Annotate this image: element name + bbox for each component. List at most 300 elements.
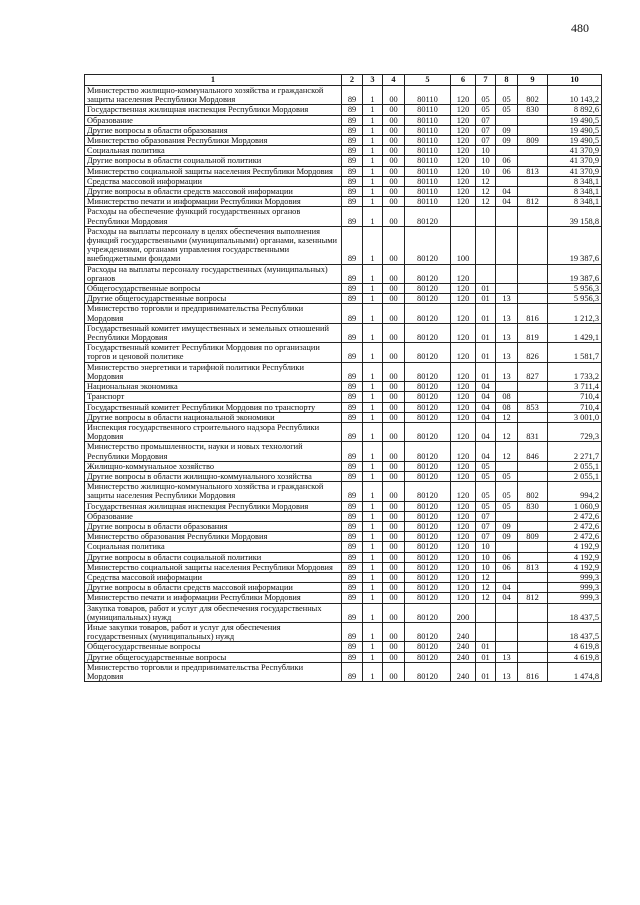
row-code-cell: 00 (383, 136, 405, 146)
row-code-cell: 1 (363, 622, 383, 641)
row-code-cell: 80120 (405, 382, 451, 392)
row-code-cell: 1 (363, 294, 383, 304)
row-code-cell: 00 (383, 226, 405, 264)
row-code-cell: 13 (496, 304, 518, 323)
row-code-cell: 12 (496, 412, 518, 422)
row-code-cell: 00 (383, 304, 405, 323)
row-amount-cell: 19 490,5 (548, 125, 602, 135)
row-code-cell: 01 (476, 343, 496, 362)
row-code-cell: 89 (342, 176, 363, 186)
row-amount-cell: 994,2 (548, 482, 602, 501)
header-cell: 4 (383, 75, 405, 86)
header-cell: 10 (548, 75, 602, 86)
row-code-cell: 120 (451, 294, 476, 304)
row-code-cell: 89 (342, 532, 363, 542)
row-code-cell: 00 (383, 593, 405, 603)
row-code-cell: 89 (342, 583, 363, 593)
row-description-cell: Министерство образования Республики Мордовия (85, 136, 342, 146)
row-code-cell (518, 264, 548, 283)
table-row (85, 187, 602, 197)
row-amount-cell: 4 619,8 (548, 642, 602, 652)
row-amount-cell: 999,3 (548, 583, 602, 593)
row-code-cell: 80120 (405, 343, 451, 362)
row-code-cell: 120 (451, 572, 476, 582)
row-code-cell: 07 (476, 115, 496, 125)
row-code-cell: 89 (342, 412, 363, 422)
row-code-cell: 120 (451, 146, 476, 156)
table-row (85, 343, 602, 362)
row-code-cell: 1 (363, 197, 383, 207)
row-code-cell: 00 (383, 442, 405, 461)
row-code-cell: 04 (496, 187, 518, 197)
row-amount-cell: 729,3 (548, 422, 602, 441)
row-code-cell: 120 (451, 482, 476, 501)
table-row (85, 642, 602, 652)
row-code-cell: 1 (363, 583, 383, 593)
row-code-cell: 240 (451, 622, 476, 641)
row-code-cell: 05 (476, 482, 496, 501)
table-row (85, 501, 602, 511)
row-code-cell (518, 125, 548, 135)
row-code-cell: 80120 (405, 603, 451, 622)
row-code-cell: 89 (342, 471, 363, 481)
row-code-cell: 89 (342, 562, 363, 572)
row-code-cell: 1 (363, 521, 383, 531)
row-code-cell: 89 (342, 125, 363, 135)
row-amount-cell: 1 474,8 (548, 662, 602, 681)
row-code-cell: 04 (496, 197, 518, 207)
row-description-cell: Общегосударственные вопросы (85, 284, 342, 294)
row-amount-cell: 19 490,5 (548, 136, 602, 146)
row-code-cell: 05 (496, 482, 518, 501)
row-code-cell: 89 (342, 482, 363, 501)
row-code-cell: 89 (342, 187, 363, 197)
row-code-cell (496, 622, 518, 641)
row-code-cell: 89 (342, 264, 363, 283)
row-code-cell (518, 552, 548, 562)
row-code-cell (476, 207, 496, 226)
row-amount-cell: 1 581,7 (548, 343, 602, 362)
row-code-cell: 07 (476, 125, 496, 135)
page-number: 480 (571, 21, 589, 35)
row-code-cell: 12 (476, 572, 496, 582)
row-code-cell: 08 (496, 392, 518, 402)
row-code-cell: 89 (342, 572, 363, 582)
table-row (85, 442, 602, 461)
row-code-cell (518, 187, 548, 197)
row-code-cell (476, 264, 496, 283)
row-code-cell: 13 (496, 662, 518, 681)
row-code-cell: 00 (383, 662, 405, 681)
row-code-cell (518, 146, 548, 156)
row-code-cell (518, 642, 548, 652)
row-description-cell: Другие вопросы в области социальной политики (85, 552, 342, 562)
row-code-cell: 1 (363, 115, 383, 125)
row-description-cell: Другие общегосударственные вопросы (85, 652, 342, 662)
row-code-cell: 1 (363, 105, 383, 115)
row-code-cell (518, 156, 548, 166)
row-code-cell: 80110 (405, 86, 451, 105)
table-row (85, 156, 602, 166)
row-code-cell (518, 471, 548, 481)
row-code-cell: 80120 (405, 471, 451, 481)
table-header-row (85, 75, 602, 86)
row-code-cell: 813 (518, 166, 548, 176)
row-code-cell (518, 511, 548, 521)
row-code-cell: 1 (363, 284, 383, 294)
row-code-cell: 12 (476, 197, 496, 207)
row-code-cell: 08 (496, 402, 518, 412)
row-code-cell (496, 284, 518, 294)
row-amount-cell: 8 348,1 (548, 187, 602, 197)
row-code-cell: 10 (476, 542, 496, 552)
row-code-cell: 80110 (405, 105, 451, 115)
row-amount-cell: 10 143,2 (548, 86, 602, 105)
row-code-cell: 04 (476, 442, 496, 461)
row-code-cell: 89 (342, 115, 363, 125)
row-code-cell: 12 (496, 442, 518, 461)
row-code-cell: 80120 (405, 662, 451, 681)
row-description-cell: Государственная жилищная инспекция Республики Мордовия (85, 105, 342, 115)
row-code-cell: 80120 (405, 652, 451, 662)
row-code-cell: 809 (518, 136, 548, 146)
row-code-cell: 00 (383, 176, 405, 186)
row-code-cell: 00 (383, 125, 405, 135)
row-amount-cell: 2 472,6 (548, 511, 602, 521)
row-description-cell: Другие вопросы в области образования (85, 125, 342, 135)
row-code-cell: 05 (476, 461, 496, 471)
row-code-cell: 10 (476, 156, 496, 166)
row-code-cell: 120 (451, 402, 476, 412)
row-code-cell: 00 (383, 187, 405, 197)
table-row (85, 622, 602, 641)
row-code-cell: 120 (451, 125, 476, 135)
row-code-cell: 04 (476, 402, 496, 412)
row-code-cell: 80120 (405, 511, 451, 521)
row-code-cell: 120 (451, 511, 476, 521)
row-code-cell: 120 (451, 583, 476, 593)
row-description-cell: Министерство социальной защиты населения Республики Мордовия (85, 562, 342, 572)
row-code-cell: 04 (476, 412, 496, 422)
row-code-cell: 120 (451, 442, 476, 461)
table-row (85, 511, 602, 521)
row-code-cell: 80120 (405, 583, 451, 593)
row-code-cell: 13 (496, 362, 518, 381)
row-code-cell: 1 (363, 166, 383, 176)
row-code-cell (496, 603, 518, 622)
row-code-cell: 89 (342, 392, 363, 402)
row-code-cell (518, 461, 548, 471)
row-amount-cell: 710,4 (548, 402, 602, 412)
row-code-cell: 89 (342, 461, 363, 471)
row-code-cell: 01 (476, 652, 496, 662)
row-code-cell: 1 (363, 471, 383, 481)
row-code-cell: 12 (476, 187, 496, 197)
row-amount-cell: 5 956,3 (548, 284, 602, 294)
row-code-cell: 80110 (405, 156, 451, 166)
row-code-cell: 120 (451, 105, 476, 115)
row-code-cell: 120 (451, 187, 476, 197)
row-code-cell (518, 176, 548, 186)
row-code-cell: 89 (342, 156, 363, 166)
row-code-cell: 89 (342, 294, 363, 304)
row-code-cell: 00 (383, 146, 405, 156)
row-code-cell: 89 (342, 105, 363, 115)
row-description-cell: Иные закупки товаров, работ и услуг для обеспечения государственных (муниципальных) нужд (85, 622, 342, 641)
row-code-cell: 80110 (405, 187, 451, 197)
row-code-cell: 120 (451, 343, 476, 362)
table-row (85, 136, 602, 146)
table-row (85, 471, 602, 481)
table-row (85, 482, 602, 501)
row-description-cell: Расходы на обеспечение функций государственных органов Республики Мордовия (85, 207, 342, 226)
row-code-cell: 80120 (405, 521, 451, 531)
table-row (85, 552, 602, 562)
row-code-cell: 80120 (405, 552, 451, 562)
row-code-cell: 120 (451, 136, 476, 146)
table-row (85, 176, 602, 186)
row-code-cell: 80120 (405, 501, 451, 511)
row-description-cell: Другие вопросы в области образования (85, 521, 342, 531)
row-code-cell: 80110 (405, 176, 451, 186)
header-cell: 3 (363, 75, 383, 86)
row-code-cell: 06 (496, 156, 518, 166)
row-amount-cell: 4 192,9 (548, 562, 602, 572)
row-description-cell: Министерство печати и информации Республики Мордовия (85, 197, 342, 207)
row-code-cell: 05 (496, 86, 518, 105)
row-amount-cell: 1 212,3 (548, 304, 602, 323)
row-description-cell: Министерство промышленности, науки и новых технологий Республики Мордовия (85, 442, 342, 461)
row-code-cell: 802 (518, 86, 548, 105)
table-row (85, 412, 602, 422)
table-row (85, 294, 602, 304)
row-code-cell: 04 (476, 422, 496, 441)
row-code-cell: 00 (383, 382, 405, 392)
row-code-cell (496, 542, 518, 552)
table-body (85, 75, 602, 682)
row-code-cell: 00 (383, 642, 405, 652)
row-code-cell: 12 (476, 176, 496, 186)
row-code-cell: 1 (363, 362, 383, 381)
row-code-cell: 07 (476, 136, 496, 146)
row-code-cell: 1 (363, 511, 383, 521)
row-description-cell: Министерство жилищно-коммунального хозяйства и гражданской защиты населения Республики Мордовия (85, 482, 342, 501)
row-code-cell: 89 (342, 226, 363, 264)
row-code-cell: 13 (496, 652, 518, 662)
header-cell: 8 (496, 75, 518, 86)
row-code-cell: 00 (383, 166, 405, 176)
row-code-cell: 89 (342, 382, 363, 392)
table-row (85, 125, 602, 135)
row-code-cell (496, 226, 518, 264)
row-code-cell: 1 (363, 264, 383, 283)
table-row (85, 392, 602, 402)
row-code-cell (518, 284, 548, 294)
header-cell: 9 (518, 75, 548, 86)
header-cell: 5 (405, 75, 451, 86)
row-amount-cell: 19 387,6 (548, 226, 602, 264)
row-description-cell: Министерство торговли и предпринимательства Республики Мордовия (85, 662, 342, 681)
row-code-cell: 831 (518, 422, 548, 441)
row-amount-cell: 999,3 (548, 572, 602, 582)
row-amount-cell: 19 387,6 (548, 264, 602, 283)
row-code-cell: 00 (383, 622, 405, 641)
row-code-cell: 120 (451, 593, 476, 603)
row-code-cell: 120 (451, 304, 476, 323)
row-code-cell: 240 (451, 662, 476, 681)
row-code-cell: 00 (383, 197, 405, 207)
row-code-cell: 05 (476, 86, 496, 105)
row-code-cell: 80120 (405, 562, 451, 572)
row-description-cell: Образование (85, 511, 342, 521)
table-row (85, 86, 602, 105)
row-code-cell: 813 (518, 562, 548, 572)
row-amount-cell: 2 472,6 (548, 532, 602, 542)
row-description-cell: Социальная политика (85, 146, 342, 156)
row-code-cell: 07 (476, 511, 496, 521)
row-description-cell: Другие вопросы в области национальной экономики (85, 412, 342, 422)
row-code-cell: 1 (363, 323, 383, 342)
table-row (85, 562, 602, 572)
row-code-cell: 09 (496, 532, 518, 542)
row-code-cell: 05 (476, 501, 496, 511)
row-amount-cell: 41 370,9 (548, 156, 602, 166)
row-code-cell: 1 (363, 532, 383, 542)
row-code-cell (518, 583, 548, 593)
row-description-cell: Государственный комитет Республики Мордовия по транспорту (85, 402, 342, 412)
row-code-cell: 01 (476, 284, 496, 294)
row-code-cell: 80110 (405, 197, 451, 207)
row-code-cell: 89 (342, 166, 363, 176)
row-code-cell: 09 (496, 125, 518, 135)
table-row (85, 603, 602, 622)
row-code-cell: 06 (496, 562, 518, 572)
row-code-cell: 120 (451, 197, 476, 207)
row-code-cell (476, 622, 496, 641)
row-code-cell: 89 (342, 642, 363, 652)
row-code-cell: 89 (342, 593, 363, 603)
header-cell: 7 (476, 75, 496, 86)
row-code-cell: 80120 (405, 284, 451, 294)
row-code-cell: 80120 (405, 264, 451, 283)
row-code-cell: 00 (383, 542, 405, 552)
table-row (85, 662, 602, 681)
row-code-cell: 1 (363, 603, 383, 622)
row-code-cell: 816 (518, 304, 548, 323)
row-code-cell (518, 207, 548, 226)
row-amount-cell: 3 001,0 (548, 412, 602, 422)
row-code-cell (496, 642, 518, 652)
table-row (85, 226, 602, 264)
row-code-cell: 00 (383, 115, 405, 125)
row-code-cell: 120 (451, 542, 476, 552)
table-row (85, 652, 602, 662)
row-code-cell: 00 (383, 392, 405, 402)
row-amount-cell: 2 055,1 (548, 471, 602, 481)
row-code-cell: 1 (363, 402, 383, 412)
row-code-cell: 200 (451, 603, 476, 622)
row-code-cell (518, 294, 548, 304)
row-code-cell: 120 (451, 382, 476, 392)
row-code-cell: 89 (342, 323, 363, 342)
row-code-cell: 120 (451, 284, 476, 294)
row-code-cell: 80120 (405, 323, 451, 342)
row-code-cell: 04 (476, 382, 496, 392)
row-code-cell: 01 (476, 304, 496, 323)
row-code-cell: 00 (383, 284, 405, 294)
row-code-cell (518, 115, 548, 125)
row-code-cell: 80120 (405, 412, 451, 422)
row-code-cell: 89 (342, 343, 363, 362)
row-description-cell: Министерство печати и информации Республики Мордовия (85, 593, 342, 603)
row-description-cell: Расходы на выплаты персоналу в целях обеспечения выполнения функций государственными (муниципальными) органами, казенными учреждениями, органами управления государственными внебюджетными фондами (85, 226, 342, 264)
row-code-cell: 240 (451, 642, 476, 652)
row-code-cell: 1 (363, 593, 383, 603)
row-code-cell: 80120 (405, 482, 451, 501)
row-code-cell: 01 (476, 362, 496, 381)
row-description-cell: Национальная экономика (85, 382, 342, 392)
row-code-cell: 802 (518, 482, 548, 501)
row-code-cell: 80120 (405, 442, 451, 461)
row-description-cell: Инспекция государственного строительного надзора Республики Мордовия (85, 422, 342, 441)
row-code-cell: 07 (476, 532, 496, 542)
row-description-cell: Расходы на выплаты персоналу государственных (муниципальных) органов (85, 264, 342, 283)
row-code-cell: 80120 (405, 422, 451, 441)
row-code-cell: 120 (451, 392, 476, 402)
row-code-cell: 80120 (405, 461, 451, 471)
row-code-cell (518, 521, 548, 531)
table-row (85, 382, 602, 392)
row-description-cell: Транспорт (85, 392, 342, 402)
row-amount-cell: 8 348,1 (548, 197, 602, 207)
row-code-cell: 1 (363, 422, 383, 441)
row-code-cell: 10 (476, 146, 496, 156)
row-code-cell: 07 (476, 521, 496, 531)
row-code-cell: 05 (496, 471, 518, 481)
row-code-cell: 80120 (405, 207, 451, 226)
row-code-cell: 01 (476, 662, 496, 681)
row-code-cell: 12 (476, 593, 496, 603)
row-code-cell (518, 226, 548, 264)
row-code-cell (518, 652, 548, 662)
row-code-cell: 830 (518, 105, 548, 115)
row-code-cell: 00 (383, 521, 405, 531)
row-description-cell: Образование (85, 115, 342, 125)
table-row (85, 422, 602, 441)
row-code-cell: 05 (476, 105, 496, 115)
row-code-cell: 00 (383, 583, 405, 593)
row-code-cell: 00 (383, 264, 405, 283)
row-code-cell: 00 (383, 552, 405, 562)
row-code-cell: 00 (383, 572, 405, 582)
row-code-cell: 1 (363, 442, 383, 461)
row-code-cell: 00 (383, 422, 405, 441)
row-code-cell (476, 226, 496, 264)
row-code-cell: 01 (476, 642, 496, 652)
row-code-cell: 1 (363, 176, 383, 186)
row-code-cell: 89 (342, 603, 363, 622)
row-code-cell: 1 (363, 207, 383, 226)
row-code-cell (518, 572, 548, 582)
row-code-cell: 853 (518, 402, 548, 412)
row-code-cell (496, 207, 518, 226)
row-description-cell: Министерство жилищно-коммунального хозяйства и гражданской защиты населения Республики Мордовия (85, 86, 342, 105)
budget-table (84, 74, 602, 682)
table-row (85, 115, 602, 125)
row-code-cell: 100 (451, 226, 476, 264)
row-code-cell: 00 (383, 323, 405, 342)
row-amount-cell: 999,3 (548, 593, 602, 603)
